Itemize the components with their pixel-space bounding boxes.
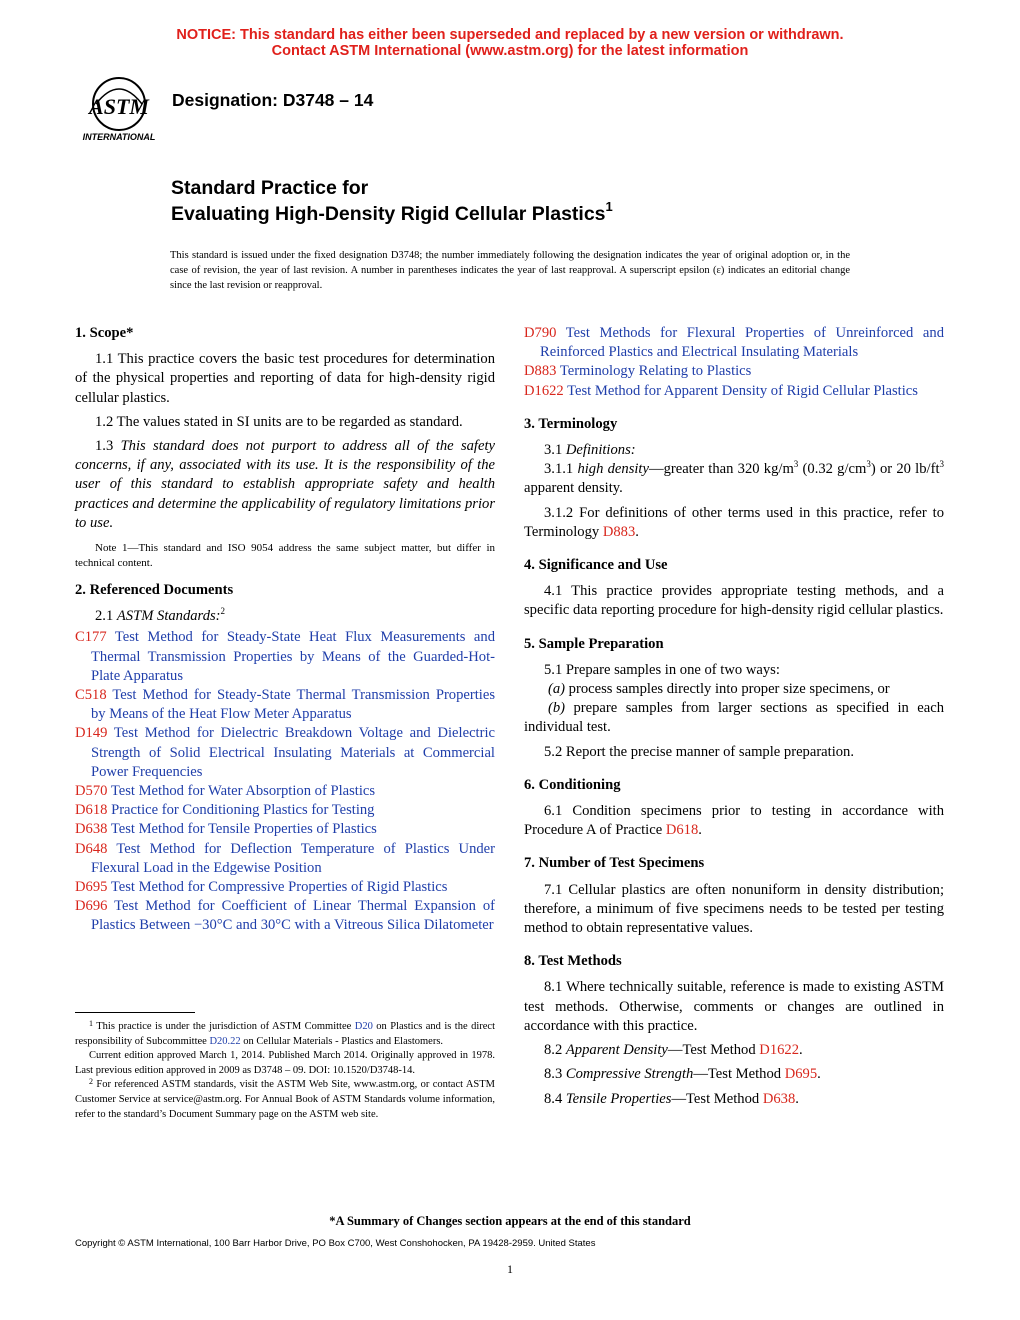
reference-item[interactable] — [75, 628, 495, 686]
reference-item[interactable] — [524, 324, 944, 362]
reference-title[interactable]: Practice for Conditioning Plastics for Testing — [107, 802, 375, 819]
withdrawn-notice — [0, 27, 1020, 59]
reference-title[interactable]: Test Methods for Flexural Properties of Unreinforced and Reinforced Plastics and Electrical Insulating Materials — [540, 325, 944, 361]
reference-item[interactable] — [524, 362, 944, 381]
paragraph-3-1-1: 3.1.1 high density—greater than 320 $kg/m^3$ (0.32 $g/cm^3$) or 20 $lb/ft^3$ apparent density. — [524, 459, 944, 497]
paragraph-5-1: 5.1 Prepare samples in one of two ways: — [544, 661, 780, 678]
method-label: Compressive Strength — [565, 1066, 694, 1083]
method-label: Apparent Density — [565, 1042, 668, 1059]
title-line-1: Standard Practice for — [171, 177, 369, 199]
section-heading-scope: 1. Scope* — [75, 325, 134, 341]
paragraph-2-1: 2.1 ASTM Standards:$^2$ — [95, 606, 226, 625]
paragraph-5-1-a: (a) process samples directly into proper size specimens, or — [548, 681, 890, 698]
reference-title[interactable]: Test Method for Compressive Properties of Rigid Plastics — [107, 879, 448, 896]
method-item — [524, 1090, 944, 1109]
reference-code[interactable]: D790 — [524, 325, 557, 341]
footnote-1: $^1$ This practice is under the jurisdiction of ASTM Committee D20 on Plastics and is the direct responsibility of Subcommittee D20.22 on Cellular Materials - Plastics and Elastomers. — [75, 1019, 495, 1047]
method-label: Tensile Properties — [565, 1090, 672, 1107]
reference-code[interactable]: D1622 — [524, 382, 564, 399]
reference-item[interactable] — [75, 782, 495, 801]
method-end: . — [799, 1042, 803, 1059]
reference-code[interactable]: C177 — [75, 629, 107, 646]
footnote-2: $^2$ For referenced ASTM standards, visit the ASTM Web Site, www.astm.org, or contact ASTM Customer Service at service@astm.org. For Annual Book of ASTM Standards volume information, refer to the standard’s Document Summary page on the ASTM web site. — [75, 1077, 495, 1120]
section-heading-sample: 5. Sample Preparation — [524, 635, 664, 652]
reference-title[interactable]: Test Method for Coefficient of Linear Thermal Expansion of Plastics Between −30°C and 30°C with a Vitreous Silica Dilatometer — [91, 898, 495, 934]
note-1: Note 1—This standard and ISO 9054 address the same subject matter, but differ in technical content. — [75, 542, 495, 570]
document-title — [171, 175, 613, 227]
reference-item[interactable] — [75, 878, 495, 897]
paragraph-3-1: 3.1 Definitions: — [544, 442, 636, 459]
reference-code[interactable]: C518 — [75, 687, 107, 704]
paragraph-3-1-2: 3.1.2 For definitions of other terms used in this practice, refer to Terminology D883. — [524, 504, 944, 540]
reference-code[interactable]: D570 — [75, 783, 108, 800]
reference-item[interactable] — [75, 801, 495, 820]
paragraph-4-1: 4.1 This practice provides appropriate testing methods, and a specific data reporting procedure for high-density rigid cellular plastics. — [524, 583, 944, 619]
reference-code[interactable]: D648 — [75, 840, 108, 857]
reference-code[interactable]: D149 — [75, 725, 108, 742]
left-column — [75, 324, 495, 936]
reference-item[interactable] — [75, 820, 495, 839]
paragraph-6-1: 6.1 Condition specimens prior to testing in accordance with Procedure A of Practice D618. — [524, 803, 944, 839]
section-heading-specimens: 7. Number of Test Specimens — [524, 855, 705, 872]
notice-line-1: NOTICE: This standard has either been superseded and replaced by a new version or withdrawn. — [176, 27, 844, 43]
copyright: Copyright © ASTM International, 100 Barr Harbor Drive, PO Box C700, West Conshohocken, PA 19428-2959. United States — [75, 1238, 596, 1249]
reference-title[interactable]: Test Method for Tensile Properties of Plastics — [107, 821, 377, 838]
footnotes — [75, 1020, 495, 1122]
method-end: . — [795, 1090, 799, 1107]
method-link[interactable]: D638 — [762, 1090, 796, 1107]
paragraph-7-1: 7.1 Cellular plastics are often nonuniform in density distribution; therefore, a minimum of five specimens needs to be tested per testing method to obtain representative values. — [524, 881, 944, 937]
reference-code[interactable]: D696 — [75, 898, 108, 915]
reference-title[interactable]: Test Method for Dielectric Breakdown Voltage and Dielectric Strength of Solid Electrical Insulating Materials at Commercial Power Frequencies — [91, 725, 495, 780]
footnote-divider — [75, 1012, 195, 1013]
issuance-statement: This standard is issued under the fixed designation D3748; the number immediately following the designation indicates the year of original adoption or, in the case of revision, the year of last revision. A number in parentheses indicates the year of last reapproval. A superscript epsilon (ε) indicates an editorial change since the last revision or reapproval. — [170, 250, 850, 291]
paragraph-5-2: 5.2 Report the precise manner of sample preparation. — [544, 743, 855, 760]
reference-title[interactable]: Terminology Relating to Plastics — [556, 363, 752, 380]
footnote-1-edition: Current edition approved March 1, 2014. Published March 2014. Originally approved in 1978. Last previous edition approved in 2009 as D3748 – 09. DOI: 10.1520/D3748-14. — [75, 1050, 495, 1076]
method-link[interactable]: D695 — [784, 1066, 818, 1083]
reference-item[interactable] — [75, 840, 495, 878]
title-footnote-ref[interactable]: 1 — [605, 199, 613, 214]
method-text: —Test Method — [667, 1042, 760, 1059]
committee-link[interactable]: D20 — [354, 1021, 373, 1032]
reference-item[interactable] — [75, 686, 495, 724]
section-heading-significance: 4. Significance and Use — [524, 557, 668, 574]
reference-title[interactable]: Test Method for Apparent Density of Rigid Cellular Plastics — [563, 382, 918, 399]
section-heading-methods: 8. Test Methods — [524, 953, 622, 970]
link-d883[interactable]: D883 — [602, 523, 636, 540]
right-column — [524, 324, 944, 1114]
method-item — [524, 1065, 944, 1084]
method-item — [524, 1041, 944, 1060]
section-heading-conditioning: 6. Conditioning — [524, 776, 621, 793]
astm-logo — [74, 74, 164, 146]
reference-item[interactable] — [75, 724, 495, 782]
notice-line-2: Contact ASTM International (www.astm.org) for the latest information — [271, 43, 749, 59]
paragraph-5-1-b: (b) prepare samples from larger sections as specified in each individual test. — [524, 700, 944, 736]
reference-title[interactable]: Test Method for Steady-State Heat Flux Measurements and Thermal Transmission Properties by Means of the Guarded-Hot-Plate Apparatus — [91, 629, 495, 684]
reference-code[interactable]: D638 — [75, 821, 108, 838]
reference-list-right — [524, 324, 944, 401]
paragraph-1-1: 1.1 This practice covers the basic test procedures for determination of the physical properties and reporting of data for high-density rigid cellular plastics. — [75, 351, 495, 406]
method-text: —Test Method — [671, 1090, 763, 1107]
method-num: 8.2 — [544, 1042, 566, 1059]
method-end: . — [817, 1066, 821, 1083]
reference-list-left — [75, 628, 495, 935]
summary-of-changes-note: *A Summary of Changes section appears at the end of this standard — [329, 1214, 691, 1228]
method-num: 8.4 — [544, 1090, 566, 1107]
reference-item[interactable] — [524, 382, 944, 401]
reference-title[interactable]: Test Method for Water Absorption of Plastics — [107, 783, 376, 800]
reference-code[interactable]: D883 — [524, 363, 557, 380]
reference-title[interactable]: Test Method for Steady-State Thermal Transmission Properties by Means of the Heat Flow Meter Apparatus — [91, 687, 495, 723]
logo-mark: ASTM — [89, 94, 149, 119]
method-text: —Test Method — [693, 1066, 785, 1083]
designation: Designation: D3748 – 14 — [172, 90, 374, 110]
paragraph-8-1: 8.1 Where technically suitable, reference is made to existing ASTM test methods. Otherwise, comments or changes are outlined in accordance with this practice. — [524, 979, 944, 1034]
link-d618[interactable]: D618 — [665, 822, 699, 839]
page-number: 1 — [507, 1262, 513, 1276]
reference-title[interactable]: Test Method for Deflection Temperature of Plastics Under Flexural Load in the Edgewise Position — [91, 840, 495, 876]
section-heading-terminology: 3. Terminology — [524, 415, 618, 432]
method-link[interactable]: D1622 — [759, 1042, 800, 1059]
logo-caption: INTERNATIONAL — [82, 132, 156, 142]
subcommittee-link[interactable]: D20.22 — [209, 1035, 241, 1047]
method-list — [524, 1041, 944, 1109]
method-num: 8.3 — [544, 1066, 566, 1083]
title-line-2: Evaluating High-Density Rigid Cellular Plastics$^1$ — [171, 199, 613, 225]
reference-code[interactable]: D695 — [75, 879, 108, 896]
reference-code[interactable]: D618 — [75, 802, 108, 819]
paragraph-1-2: 1.2 The values stated in SI units are to be regarded as standard. — [95, 413, 463, 430]
reference-item[interactable] — [75, 897, 495, 935]
section-heading-referenced: 2. Referenced Documents — [75, 582, 234, 599]
paragraph-1-3: 1.3 This standard does not purport to address all of the safety concerns, if any, associated with its use. It is the responsibility of the user of this standard to establish appropriate safety and health practices and determine the applicability of regulatory limitations prior to use. — [75, 438, 495, 531]
